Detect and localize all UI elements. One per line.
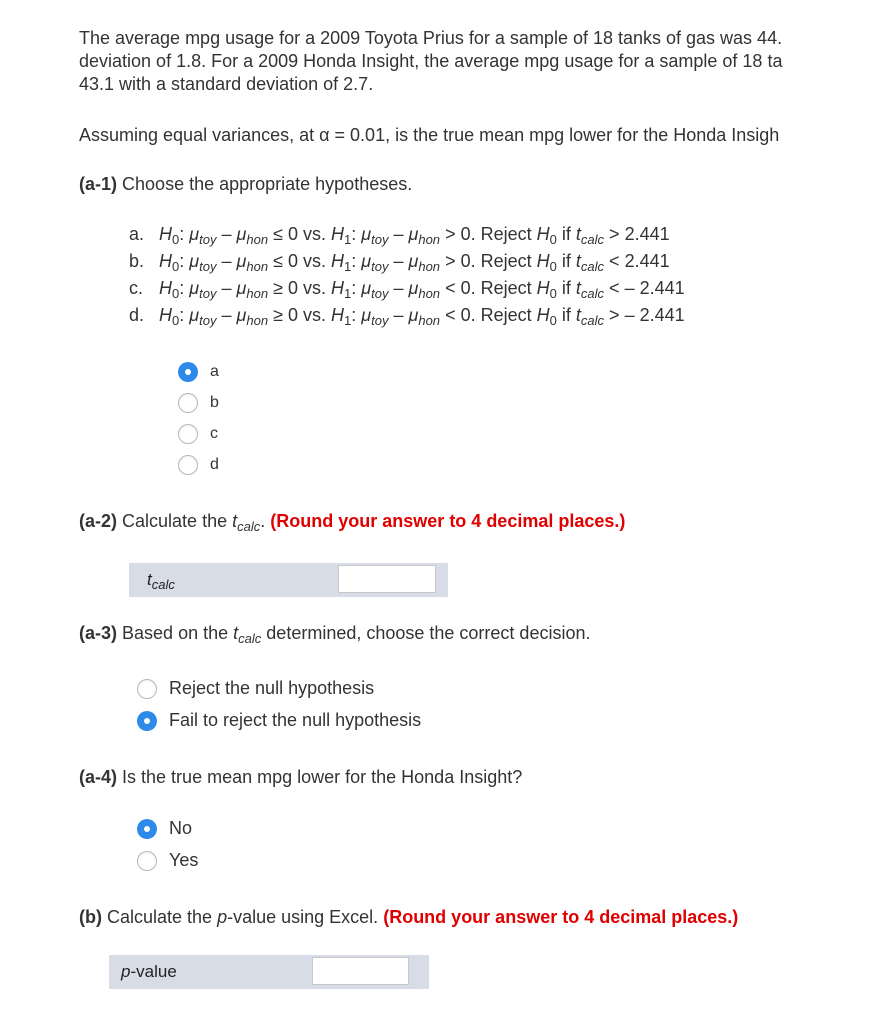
hypothesis-options	[129, 221, 685, 329]
a2-label: (a-2)	[79, 511, 118, 531]
h0-operator: ≤	[273, 251, 283, 271]
label-choice-c[interactable]: c	[210, 425, 218, 442]
label-no[interactable]: No	[169, 818, 193, 838]
radio-choice-c[interactable]	[178, 424, 198, 444]
reject-operator: <	[609, 278, 620, 298]
tcalc-label-t: t	[147, 570, 152, 589]
a3-label: (a-3)	[79, 623, 118, 643]
a3-calc-subscript: calc	[238, 631, 262, 646]
critical-value: 2.441	[624, 251, 670, 271]
a3-t-symbol: t	[233, 623, 239, 643]
radio-choice-b[interactable]	[178, 393, 198, 413]
a4-text: Is the true mean mpg lower for the Honda Insight?	[122, 767, 523, 787]
reject-operator: <	[609, 251, 620, 271]
problem-line-2: deviation of 1.8. For a 2009 Honda Insight, the average mpg usage for a sample of 18 ta	[79, 51, 783, 71]
a4-heading	[79, 766, 522, 789]
question-text: Assuming equal variances, at α = 0.01, is the true mean mpg lower for the Honda Insigh	[79, 125, 780, 145]
b-text-after: -value using Excel.	[227, 907, 379, 927]
critical-value: 2.441	[624, 224, 670, 244]
hypothesis-option: d. $H_0$: $\mu_{toy} - \mu_{hon} \ge 0$ vs. $H_1$: $\mu_{toy} - \mu_{hon} < 0$. Reject $H_0$ if $t_{calc}$ > – 2.441	[129, 302, 685, 329]
label-fail-to-reject[interactable]: Fail to reject the null hypothesis	[169, 710, 422, 730]
radio-fail-to-reject[interactable]	[137, 711, 157, 731]
a1-text: Choose the appropriate hypotheses.	[122, 174, 413, 194]
hypothesis-option: a. $H_0$: $\mu_{toy} - \mu_{hon} \le 0$ vs. $H_1$: $\mu_{toy} - \mu_{hon} > 0$. Reject $H_0$ if $t_{calc} > 2.441$	[129, 221, 685, 248]
tcalc-label	[147, 570, 175, 590]
a2-period: .	[260, 511, 266, 531]
a2-t-symbol: t	[232, 511, 238, 531]
radio-reject-null[interactable]	[137, 679, 157, 699]
a1-heading	[79, 173, 412, 196]
a4-label: (a-4)	[79, 767, 118, 787]
radio-choice-a[interactable]	[178, 362, 198, 382]
hypothesis-letter: a.	[129, 224, 145, 244]
a2-heading	[79, 510, 625, 533]
label-choice-d[interactable]: d	[210, 456, 219, 473]
h1-operator: <	[445, 305, 456, 325]
label-choice-a[interactable]: a	[210, 363, 219, 380]
a3-heading	[79, 622, 590, 645]
pvalue-input[interactable]	[312, 957, 409, 985]
tcalc-input[interactable]	[338, 565, 436, 593]
hypothesis-letter: b.	[129, 251, 145, 271]
pvalue-row	[109, 955, 429, 989]
radio-yes[interactable]	[137, 851, 157, 871]
problem-line-3: 43.1 with a standard deviation of 2.7.	[79, 74, 374, 94]
a2-text: Calculate the	[122, 511, 228, 531]
radio-no[interactable]	[137, 819, 157, 839]
a2-calc-subscript: calc	[237, 519, 261, 534]
label-reject-null[interactable]: Reject the null hypothesis	[169, 678, 375, 698]
critical-value: – 2.441	[624, 278, 685, 298]
h0-operator: ≥	[273, 305, 283, 325]
h1-operator: >	[445, 224, 456, 244]
radio-choice-d[interactable]	[178, 455, 198, 475]
a1-label: (a-1)	[79, 174, 118, 194]
h1-operator: >	[445, 251, 456, 271]
hypothesis-letter: c.	[129, 278, 144, 298]
b-heading	[79, 906, 738, 929]
critical-value: – 2.441	[624, 305, 685, 325]
b-instruction: (Round your answer to 4 decimal places.)	[383, 907, 739, 927]
tcalc-row	[129, 563, 448, 597]
b-label: (b)	[79, 907, 102, 927]
label-choice-b[interactable]: b	[210, 394, 219, 411]
h0-operator: ≥	[273, 278, 283, 298]
b-p-symbol: p	[217, 907, 228, 927]
hypothesis-letter: d.	[129, 305, 145, 325]
pvalue-label: p-value	[121, 962, 177, 981]
a2-instruction: (Round your answer to 4 decimal places.)	[270, 511, 626, 531]
h1-operator: <	[445, 278, 456, 298]
tcalc-label-calc: calc	[151, 577, 175, 592]
hypothesis-option: b. $H_0$: $\mu_{toy} - \mu_{hon} \le 0$ vs. $H_1$: $\mu_{toy} - \mu_{hon} > 0$. Reject $H_0$ if $t_{calc} < 2.441$	[129, 248, 685, 275]
reject-operator: >	[609, 224, 620, 244]
problem-line-1: The average mpg usage for a 2009 Toyota Prius for a sample of 18 tanks of gas was 44.	[79, 28, 783, 48]
hypothesis-option: c. $H_0$: $\mu_{toy} - \mu_{hon} \ge 0$ vs. $H_1$: $\mu_{toy} - \mu_{hon} < 0$. Reject $H_0$ if $t_{calc}$ < – 2.441	[129, 275, 685, 302]
a3-text-before: Based on the	[122, 623, 229, 643]
b-text-before: Calculate the	[107, 907, 213, 927]
reject-operator: >	[609, 305, 620, 325]
label-yes[interactable]: Yes	[169, 850, 199, 870]
h0-operator: ≤	[273, 224, 283, 244]
a3-text-after: determined, choose the correct decision.	[266, 623, 591, 643]
